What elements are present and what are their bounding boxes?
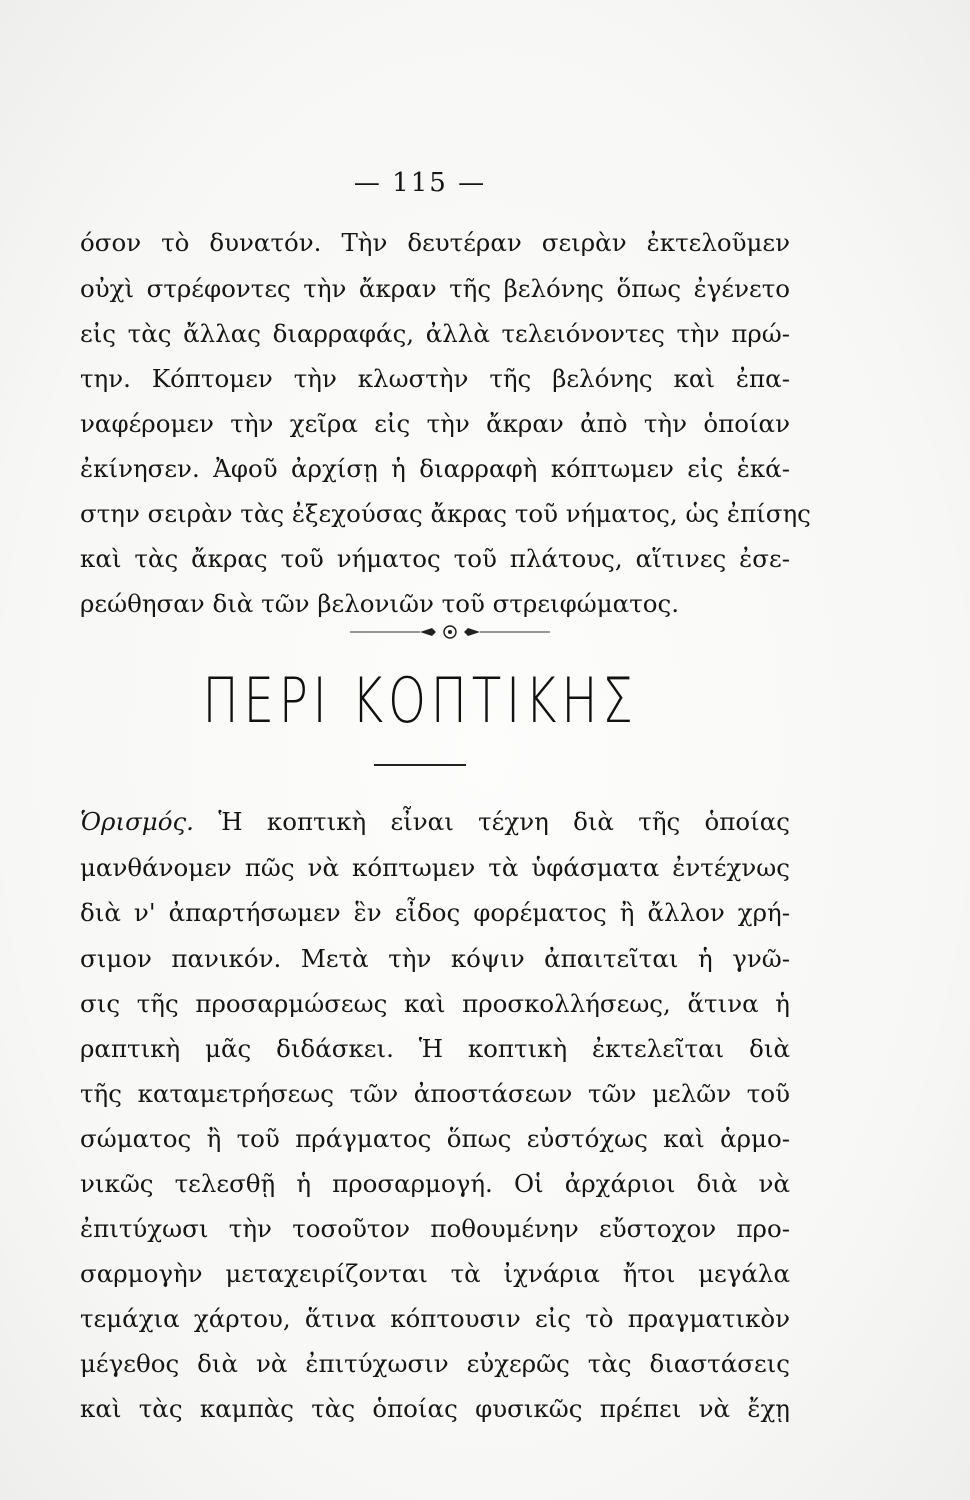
text-line: ἐκίνησεν. Ἀφοῦ ἀρχίσῃ ἡ διαρραφὴ κόπτωμεν εἰς ἑκά- <box>80 454 790 483</box>
text-line: οὐχὶ στρέφοντες τὴν ἄκραν τῆς βελόνης ὅπως ἐγένετο <box>80 274 790 303</box>
section-heading: ΠΕΡΙ ΚΟΠΤΙΚΗΣ <box>202 664 638 737</box>
text-line-first <box>80 799 790 845</box>
text-line: σώματος ἢ τοῦ πράγματος ὅπως εὐστόχως καὶ ἁρμο- <box>80 1124 790 1153</box>
text-line: διὰ ν' ἀπαρτήσωμεν ἓν εἶδος φορέματος ἢ ἄλλον χρή- <box>80 898 790 927</box>
page-number: — 115 — <box>353 168 487 198</box>
text-line: καὶ τὰς ἄκρας τοῦ νήματος τοῦ πλάτους, αἵτινες ἐσε- <box>80 544 790 573</box>
text-line: σιμον πανικόν. Μετὰ τὴν κόψιν ἀπαιτεῖται ἡ γνῶ- <box>80 944 790 973</box>
text-line: τεμάχια χάρτου, ἅτινα κόπτουσιν εἰς τὸ πραγματικὸν <box>80 1304 790 1333</box>
text-line: εἰς τὰς ἄλλας διαρραφάς, ἀλλὰ τελειόνοντες τὴν πρώ- <box>80 319 790 348</box>
text-line: ἐπιτύχωσι τὴν τοσοῦτον ποθουμένην εὔστοχον προ- <box>80 1214 790 1243</box>
text-line: σαρμογὴν μεταχειρίζονται τὰ ἰχνάρια ἤτοι μεγάλα <box>80 1259 790 1288</box>
heading-underline <box>374 764 466 766</box>
text-line: όσον τὸ δυνατόν. Τὴν δευτέραν σειρὰν ἐκτελοῦμεν <box>80 228 790 257</box>
ornament-divider <box>350 622 550 642</box>
text-line: μέγεθος διὰ νὰ ἐπιτύχωσιν εὐχερῶς τὰς διαστάσεις <box>80 1349 790 1378</box>
text-line: μανθάνομεν πῶς νὰ κόπτωμεν τὰ ὑφάσματα ἐντέχνως <box>80 853 790 882</box>
text-line-rest: Ἡ κοπτικὴ εἶναι τέχνη διὰ τῆς ὁποίας <box>218 807 790 836</box>
text-line: καὶ τὰς καμπὰς τὰς ὁποίας φυσικῶς πρέπει νὰ ἔχῃ <box>80 1394 790 1423</box>
text-line: τῆς καταμετρήσεως τῶν ἀποστάσεων τῶν μελῶν τοῦ <box>80 1079 790 1108</box>
text-line: στην σειρὰν τὰς ἐξεχούσας ἄκρας τοῦ νήματος, ὡς ἐπίσης <box>80 499 811 528</box>
text-line: σις τῆς προσαρμώσεως καὶ προσκολλήσεως, ἅτινα ἡ <box>80 989 790 1018</box>
text-line: ρεώθησαν διὰ τῶν βελονιῶν τοῦ στρειφώματος. <box>80 589 680 618</box>
text-line: ραπτικὴ μᾶς διδάσκει. Ἡ κοπτικὴ ἐκτελεῖται διὰ <box>80 1034 790 1063</box>
text-line: νικῶς τελεσθῇ ἡ προσαρμογή. Οἱ ἀρχάριοι διὰ νὰ <box>80 1169 790 1198</box>
definition-label: Ὁρισμός. <box>80 807 194 836</box>
text-line: ναφέρομεν τὴν χεῖρα εἰς τὴν ἄκραν ἀπὸ τὴν ὁποίαν <box>80 409 790 438</box>
text-line: την. Κόπτομεν τὴν κλωστὴν τῆς βελόνης καὶ ἐπα- <box>80 364 790 393</box>
